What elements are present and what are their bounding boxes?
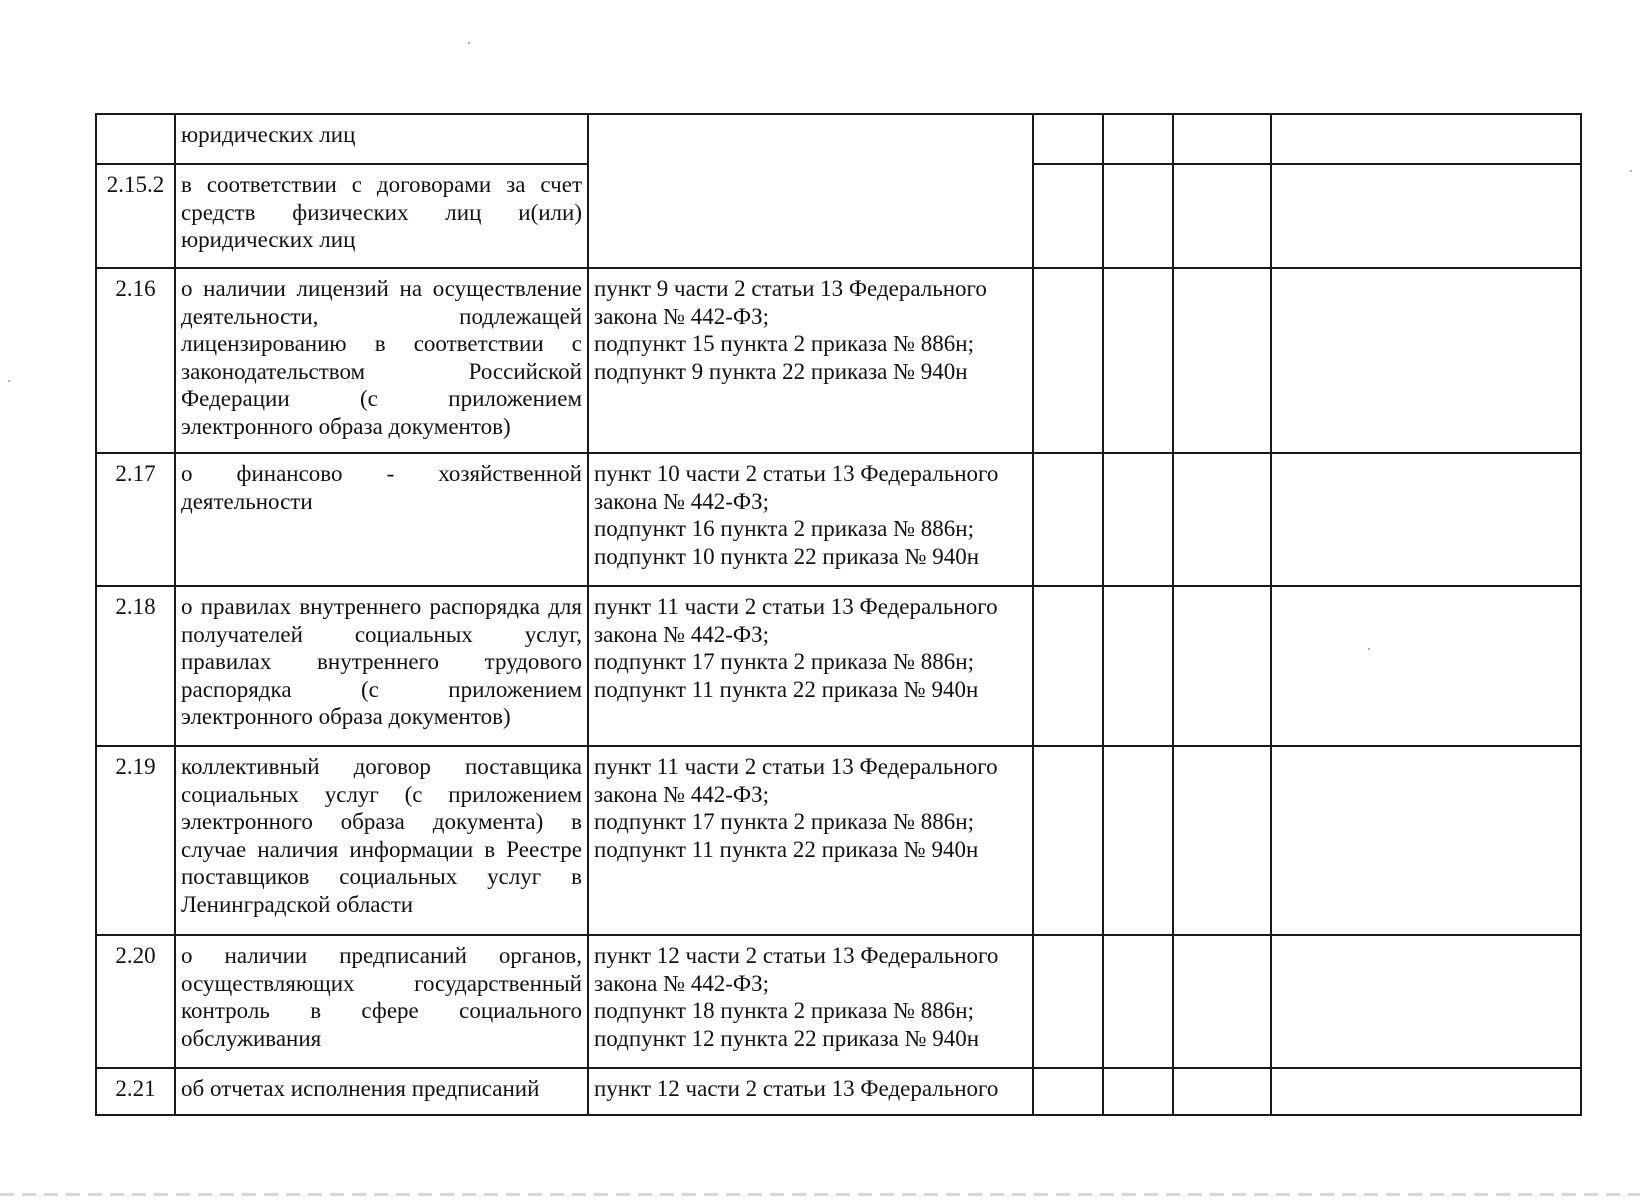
row-number: 2.19 <box>96 746 175 935</box>
empty-cell <box>1103 1068 1173 1115</box>
empty-cell <box>1033 586 1103 746</box>
empty-cell <box>1173 114 1271 164</box>
empty-cell <box>1033 268 1103 453</box>
legal-basis-line: подпункт 18 пункта 2 приказа № 886н; <box>594 998 975 1023</box>
empty-cell <box>1271 586 1581 746</box>
row-description: в соответствии с договорами за счет средств физических лиц и(или) юридических лиц <box>175 164 588 268</box>
legal-basis-line: пункт 11 части 2 статьи 13 Федерального <box>594 594 998 619</box>
empty-cell <box>1033 164 1103 268</box>
scan-speck <box>1368 648 1370 650</box>
row-legal-basis <box>588 746 1033 935</box>
row-legal-basis <box>588 586 1033 746</box>
row-description: коллективный договор поставщика социальных услуг (с приложением электронного образа документа) в случае наличия информации в Реестре поставщиков социальных услуг в Ленинградской области <box>175 746 588 935</box>
empty-cell <box>1271 268 1581 453</box>
empty-cell <box>1271 1068 1581 1115</box>
legal-basis-line: пункт 9 части 2 статьи 13 Федерального <box>594 276 987 301</box>
row-legal-basis <box>588 114 1033 268</box>
scan-speck <box>468 42 470 44</box>
row-description: об отчетах исполнения предписаний <box>175 1068 588 1115</box>
table-row <box>96 114 1581 164</box>
empty-cell <box>1271 453 1581 586</box>
empty-cell <box>1173 1068 1271 1115</box>
row-number: 2.17 <box>96 453 175 586</box>
legal-basis-line: пункт 11 части 2 статьи 13 Федерального <box>594 754 998 779</box>
legal-basis-line: закона № 442-ФЗ; <box>594 781 770 807</box>
row-number: 2.15.2 <box>96 164 175 268</box>
empty-cell <box>1103 164 1173 268</box>
row-number: 2.20 <box>96 935 175 1068</box>
table-row <box>96 268 1581 453</box>
table-row <box>96 453 1581 586</box>
row-description: о наличии предписаний органов, осуществляющих государственный контроль в сфере социального обслуживания <box>175 935 588 1068</box>
row-description: о наличии лицензий на осуществление деятельности, подлежащей лицензированию в соответствии с законодательством Российской Федерации (с приложением электронного образа документов) <box>175 268 588 453</box>
table-row <box>96 1068 1581 1115</box>
empty-cell <box>1173 935 1271 1068</box>
row-description: юридических лиц <box>175 114 588 164</box>
empty-cell <box>1271 935 1581 1068</box>
row-number: 2.18 <box>96 586 175 746</box>
legal-basis-line: подпункт 10 пункта 22 приказа № 940н <box>594 543 980 569</box>
empty-cell <box>1103 114 1173 164</box>
empty-cell <box>1103 586 1173 746</box>
empty-cell <box>1033 746 1103 935</box>
empty-cell <box>1103 935 1173 1068</box>
row-number <box>96 114 175 164</box>
row-description: о правилах внутреннего распорядка для получателей социальных услуг, правилах внутреннего трудового распорядка (с приложением электронного образа документов) <box>175 586 588 746</box>
row-legal-basis <box>588 453 1033 586</box>
scan-speck <box>1630 170 1632 172</box>
empty-cell <box>1271 114 1581 164</box>
legal-basis-line: подпункт 9 пункта 22 приказа № 940н <box>594 358 968 384</box>
empty-cell <box>1173 164 1271 268</box>
legal-basis-line: закона № 442-ФЗ; <box>594 970 770 996</box>
empty-cell <box>1103 746 1173 935</box>
legal-basis-line: пункт 12 части 2 статьи 13 Федерального <box>594 943 999 968</box>
legal-basis-line: пункт 12 части 2 статьи 13 Федерального <box>594 1076 999 1101</box>
row-number: 2.16 <box>96 268 175 453</box>
scan-edge-artifact <box>0 1193 1640 1196</box>
empty-cell <box>1103 453 1173 586</box>
legal-basis-line: пункт 10 части 2 статьи 13 Федерального <box>594 461 999 486</box>
legal-basis-line: подпункт 12 пункта 22 приказа № 940н <box>594 1025 980 1051</box>
legal-basis-line: подпункт 16 пункта 2 приказа № 886н; <box>594 516 975 541</box>
legal-basis-line: подпункт 15 пункта 2 приказа № 886н; <box>594 331 975 356</box>
row-number: 2.21 <box>96 1068 175 1115</box>
empty-cell <box>1103 268 1173 453</box>
empty-cell <box>1271 746 1581 935</box>
row-legal-basis <box>588 935 1033 1068</box>
empty-cell <box>1173 453 1271 586</box>
legal-basis-line: подпункт 17 пункта 2 приказа № 886н; <box>594 809 975 834</box>
table-row <box>96 586 1581 746</box>
legal-basis-line: закона № 442-ФЗ; <box>594 488 770 514</box>
legal-basis-line: закона № 442-ФЗ; <box>594 303 770 329</box>
empty-cell <box>1271 164 1581 268</box>
empty-cell <box>1173 268 1271 453</box>
table-row <box>96 935 1581 1068</box>
empty-cell <box>1173 586 1271 746</box>
empty-cell <box>1033 453 1103 586</box>
row-description: о финансово - хозяйственной деятельности <box>175 453 588 586</box>
row-legal-basis <box>588 268 1033 453</box>
scan-speck <box>8 380 10 382</box>
empty-cell <box>1033 114 1103 164</box>
empty-cell <box>1033 1068 1103 1115</box>
legal-basis-line: подпункт 11 пункта 22 приказа № 940н <box>594 676 979 702</box>
table-row <box>96 746 1581 935</box>
row-legal-basis <box>588 1068 1033 1115</box>
legal-basis-line: подпункт 11 пункта 22 приказа № 940н <box>594 836 979 862</box>
legal-basis-line: закона № 442-ФЗ; <box>594 621 770 647</box>
requirements-table <box>95 113 1582 1116</box>
legal-basis-line: подпункт 17 пункта 2 приказа № 886н; <box>594 649 975 674</box>
empty-cell <box>1033 935 1103 1068</box>
empty-cell <box>1173 746 1271 935</box>
